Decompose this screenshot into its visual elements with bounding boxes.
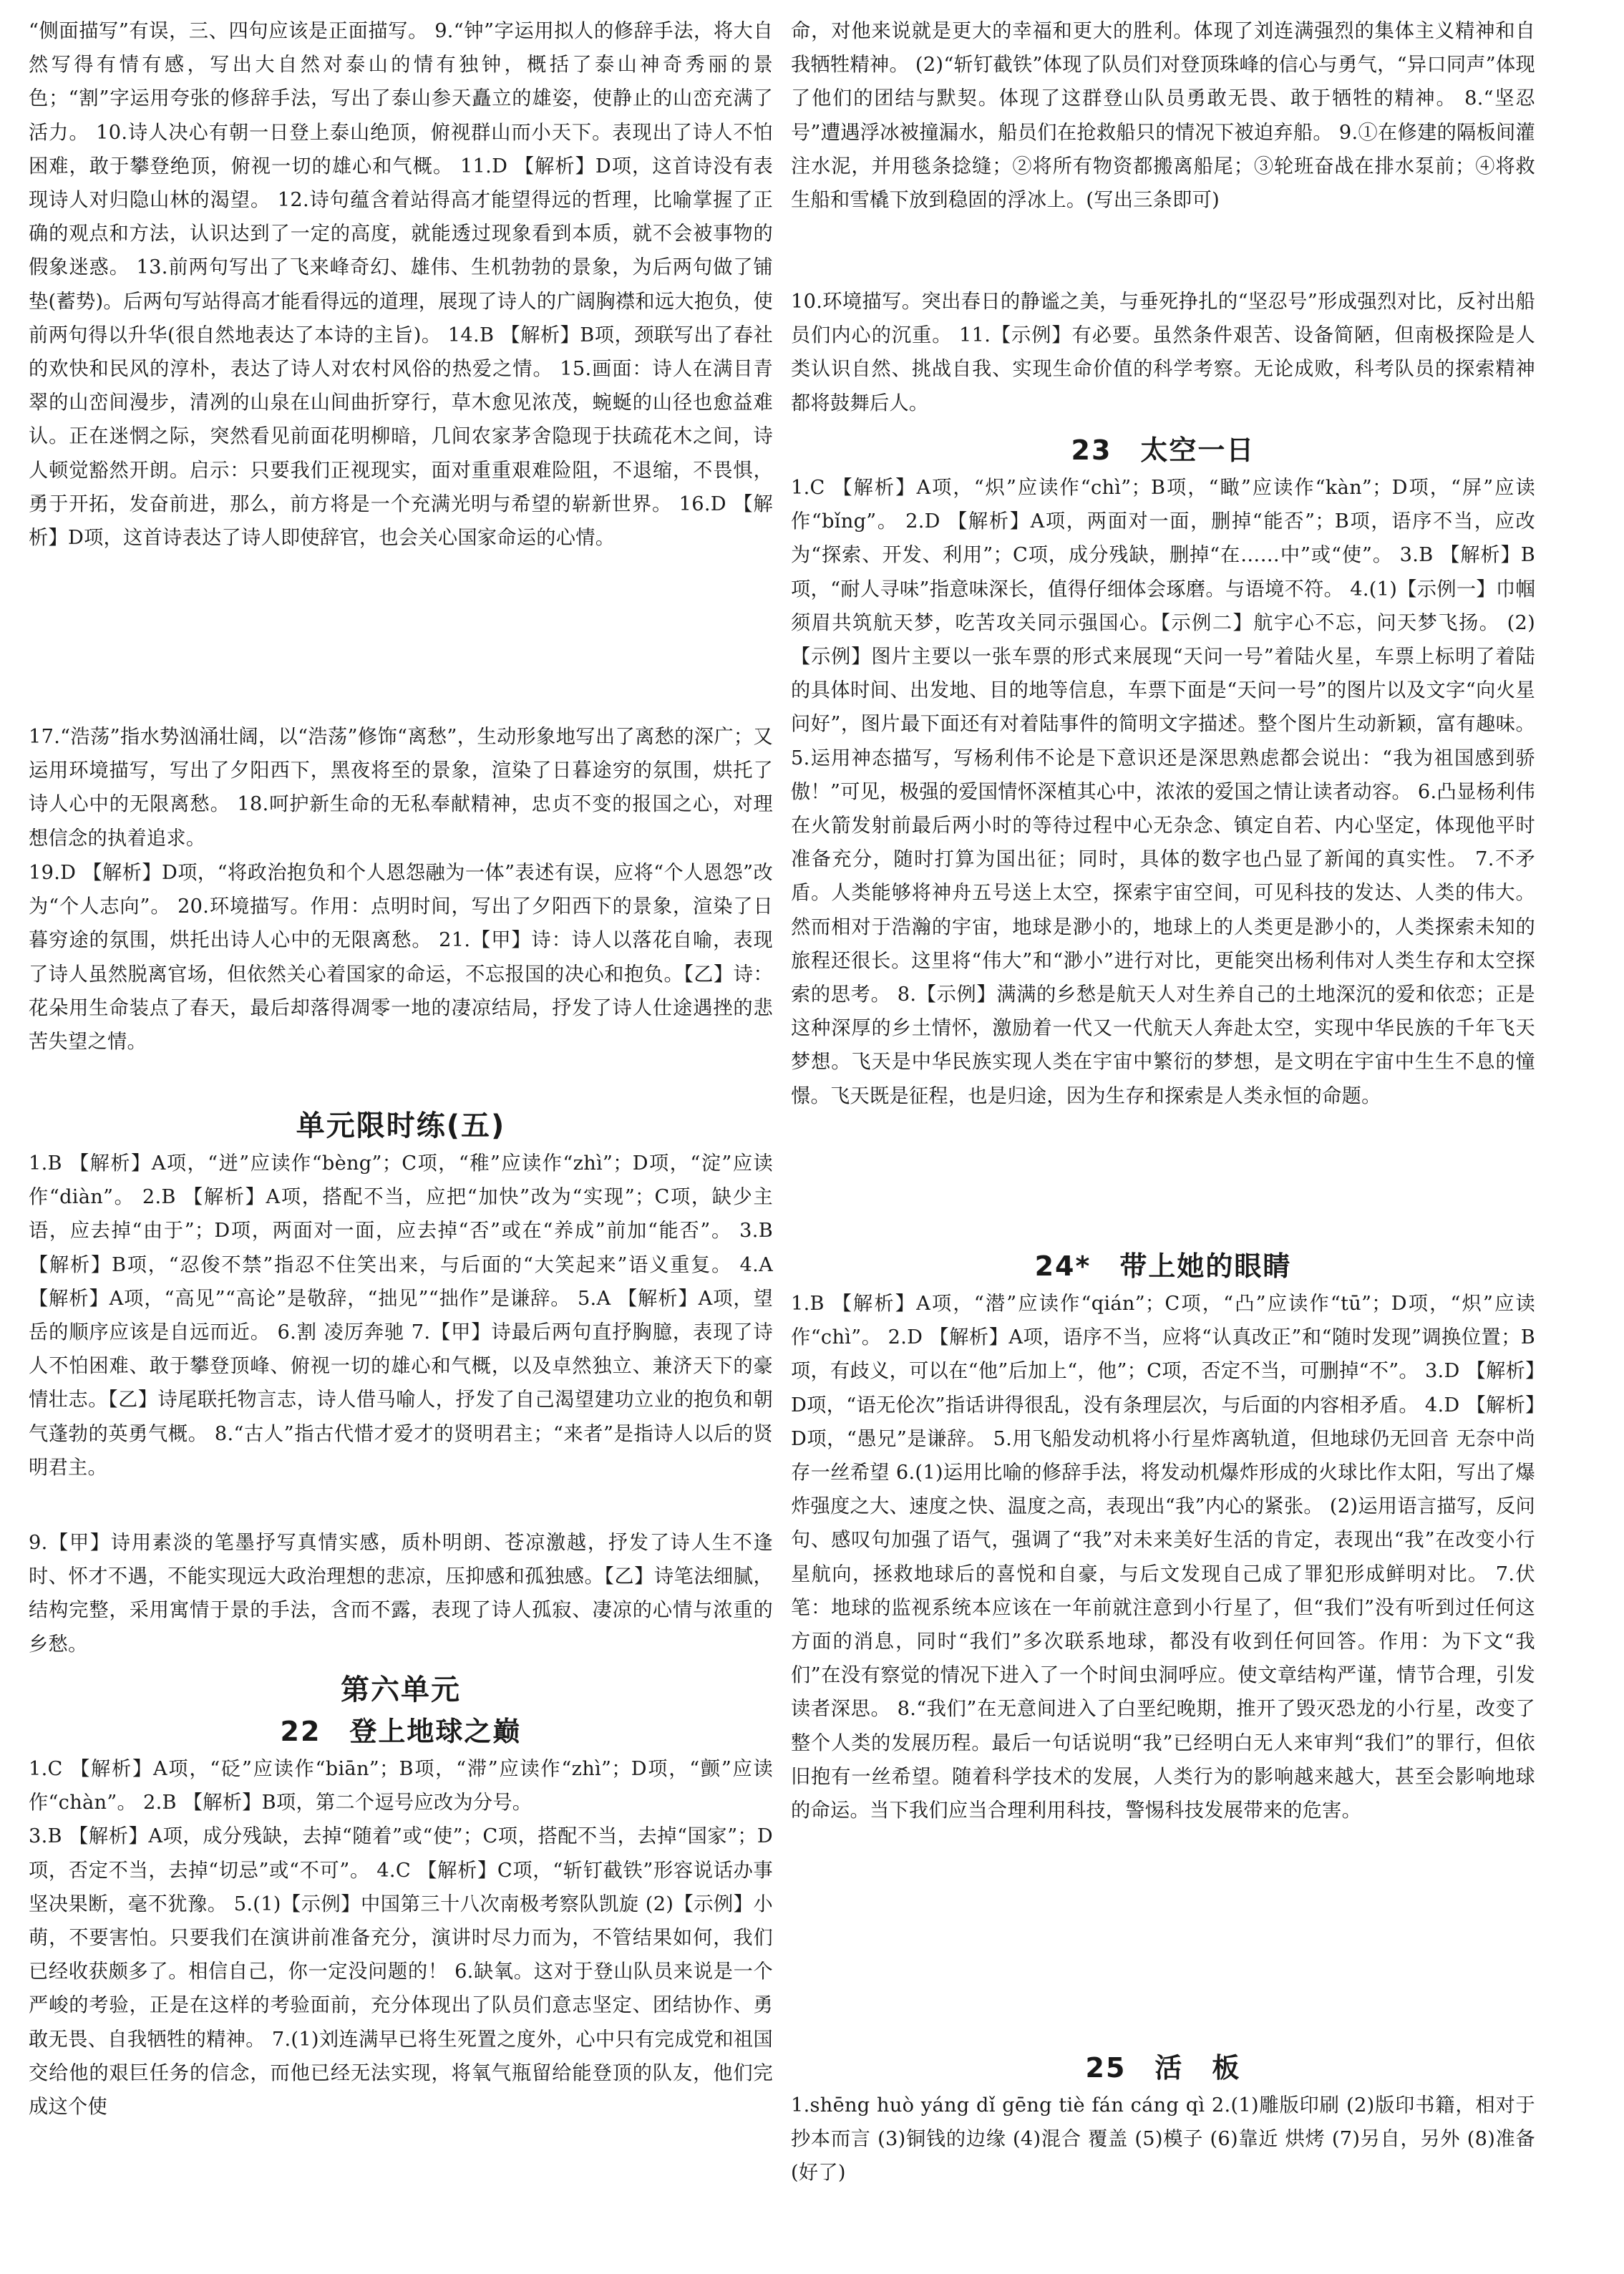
answer-paragraph: 命，对他来说就是更大的幸福和更大的胜利。体现了刘连满强烈的集体主义精神和自我牺牲精神。 (2)“斩钉截铁”体现了队员们对登顶珠峰的信心与勇气，“异口同声”体现了他们的团结与默契。体现了这群登山队员勇敢无畏、敢于牺牲的精神。 8.“坚忍号”遭遇浮冰被撞漏水，船员们在抢救船只的情况下被迫弃船。 9.①在修建的隔板间灌注水泥，并用毯条捻缝；②将所有物资都搬离船尾；③轮班奋战在排水泵前；④将救生船和雪橇下放到稳固的浮冰上。(写出三条即可) xyxy=(791,20,1535,212)
answer-paragraph: 19.D 【解析】D项，“将政治抱负和个人恩怨融为一体”表述有误，应将“个人恩怨”改为“个人志向”。 20.环境描写。作用：点明时间，写出了夕阳西下的景象，渲染了日暮穷途的氛围，烘托出诗人心中的无限离愁。 21.【甲】诗：诗人以落花自喻，表现了诗人虽然脱离官场，但依然关心着国家的命运，不忘报国的决心和抱负。【乙】诗：花朵用生命装点了春天，最后却落得凋零一地的凄凉结局，抒发了诗人仕途遇挫的悲苦失望之情。 xyxy=(29,862,773,1054)
answer-paragraph: 1.B 【解析】A项，“迸”应读作“bèng”；C项，“稚”应读作“zhì”；D项，“淀”应读作“diàn”。 2.B 【解析】A项，搭配不当，应把“加快”改为“实现”；C项，缺少主语，应去掉“由于”；D项，两面对一面，应去掉“否”或在“养成”前加“能否”。 3.B 【解析】B项，“忍俊不禁”指忍不住笑出来，与后面的“大笑起来”语义重复。 4.A 【解析】A项，“高见”“高论”是敬辞，“拙见”“拙作”是谦辞。 5.A 【解析】A项，望岳的顺序应该是自远而近。 6.割 凌厉奔驰 7.【甲】诗最后两句直抒胸臆，表现了诗人不怕困难、敢于攀登顶峰、俯视一切的雄心和气概，以及卓然独立、兼济天下的豪情壮志。【乙】诗尾联托物言志，诗人借马喻人，抒发了自己渴望建功立业的抱负和朝气蓬勃的英勇气概。 8.“古人”指古代惜才爱才的贤明君主；“来者”是指诗人以后的贤明君主。 xyxy=(29,1152,773,1479)
answer-paragraph: 17.“浩荡”指水势汹涌壮阔，以“浩荡”修饰“离愁”，生动形象地写出了离愁的深广；又运用环境描写，写出了夕阳西下，黑夜将至的景象，渲染了日暮途穷的氛围，烘托了诗人心中的无限离愁。 18.呵护新生命的无私奉献精神，忠贞不变的报国之心，对理想信念的执着追求。 xyxy=(29,726,773,850)
lesson-heading: 25 活 板 xyxy=(1085,2052,1241,2084)
section-heading: 单元限时练(五) xyxy=(296,1109,506,1142)
lesson-heading: 22 登上地球之巅 xyxy=(280,1716,522,1747)
answer-paragraph: 1.C 【解析】A项，“砭”应读作“biān”；B项，“滞”应读作“zhì”；D项，“颤”应读作“chàn”。 2.B 【解析】B项，第二个逗号应改为分号。 xyxy=(29,1758,773,1814)
lesson-heading: 23 太空一日 xyxy=(1071,434,1255,466)
lesson-heading: 24* 带上她的眼睛 xyxy=(1034,1250,1292,1282)
right-column xyxy=(791,14,1535,2190)
answer-paragraph: 1.B 【解析】A项，“潜”应读作“qián”；C项，“凸”应读作“tū”；D项，“炽”应读作“chì”。 2.D 【解析】A项，语序不当，应将“认真改正”和“随时发现”调换位置；B项，有歧义，可以在“他”后加上“，他”；C项，否定不当，可删掉“不”。 3.D 【解析】D项，“语无伦次”指话讲得很乱，没有条理层次，与后面的内容相矛盾。 4.D 【解析】D项，“愚兄”是谦辞。 5.用飞船发动机将小行星炸离轨道，但地球仍无回音 无奈中尚存一丝希望 6.(1)运用比喻的修辞手法，将发动机爆炸形成的火球比作太阳，写出了爆炸强度之大、速度之快、温度之高，表现出“我”内心的紧张。 (2)运用语言描写，反问句、感叹句加强了语气，强调了“我”对未来美好生活的肯定，表现出“我”在改变小行星航向，拯救地球后的喜悦和自豪，与后文发现自己成了罪犯形成鲜明对比。 7.伏笔：地球的监视系统本应该在一年前就注意到小行星了，但“我们”没有听到过任何这方面的消息，同时“我们”多次联系地球，都没有收到任何回答。作用：为下文“我们”在没有察觉的情况下进入了一个时间虫洞呼应。使文章结构严谨，情节合理，引发读者深思。 8.“我们”在无意间进入了白垩纪晚期，推开了毁灭恐龙的小行星，改变了整个人类的发展历程。最后一句话说明“我”已经明白无人来审判“我们”的罪行，但依旧抱有一丝希望。随着科学技术的发展，人类行为的影响越来越大，甚至会影响地球的命运。当下我们应当合理利用科技，警惕科技发展带来的危害。 xyxy=(791,1293,1535,1822)
answer-paragraph: 1.C 【解析】A项，“炽”应读作“chì”；B项，“瞰”应读作“kàn”；D项，“屏”应读作“bǐng”。 2.D 【解析】A项，两面对一面，删掉“能否”；B项，语序不当，应改为“探索、开发、利用”；C项，成分残缺，删掉“在……中”或“使”。 3.B 【解析】B项，“耐人寻味”指意味深长，值得仔细体会琢磨。与语境不符。 4.(1)【示例一】巾帼须眉共筑航天梦，吃苦攻关同示强国心。【示例二】航宇心不忘，问天梦飞扬。 (2)【示例】图片主要以一张车票的形式来展现“天问一号”着陆火星，车票上标明了着陆的具体时间、出发地、目的地等信息，车票下面是“天问一号”的图片以及文字“向火星问好”，图片最下面还有对着陆事件的简明文字描述。整个图片生动新颖，富有趣味。 5.运用神态描写，写杨利伟不论是下意识还是深思熟虑都会说出：“我为祖国感到骄傲！”可见，极强的爱国情怀深植其心中，浓浓的爱国之情让读者动容。 6.凸显杨利伟在火箭发射前最后两小时的等待过程中心无杂念、镇定自若、内心坚定，体现他平时准备充分，随时打算为国出征；同时，具体的数字也凸显了新闻的真实性。 7.不矛盾。人类能够将神舟五号送上太空，探索宇宙空间，可见科技的发达、人类的伟大。然而相对于浩瀚的宇宙，地球是渺小的，地球上的人类更是渺小的，人类探索未知的旅程还很长。这里将“伟大”和“渺小”进行对比，更能突出杨利伟对人类生存和太空探索的思考。 8.【示例】满满的乡愁是航天人对生养自己的土地深沉的爱和依恋；正是这种深厚的乡土情怀，激励着一代又一代航天人奔赴太空，实现中华民族的千年飞天梦想。飞天是中华民族实现人类在宇宙中繁衍的梦想，是文明在宇宙中生生不息的憧憬。飞天既是征程，也是归途，因为生存和探索是人类永恒的命题。 xyxy=(791,477,1535,1107)
answer-paragraph: 1.shēng huò yáng dǐ gēng tiè fán cáng qì 2.(1)雕版印刷 (2)版印书籍，相对于抄本而言 (3)铜钱的边缘 (4)混合 覆盖 (5)模子 (6)靠近 烘烤 (7)另自，另外 (8)准备(好了) xyxy=(791,2094,1535,2185)
left-column xyxy=(29,14,773,2124)
answer-paragraph: “侧面描写”有误，三、四句应该是正面描写。 9.“钟”字运用拟人的修辞手法，将大自然写得有情有感，写出大自然对泰山的情有独钟，概括了泰山神奇秀丽的景色；“割”字运用夸张的修辞手法，写出了泰山参天矗立的雄姿，使静止的山峦充满了活力。 10.诗人决心有朝一日登上泰山绝顶，俯视群山而小天下。表现出了诗人不怕困难，敢于攀登绝顶，俯视一切的雄心和气概。 11.D 【解析】D项，这首诗没有表现诗人对归隐山林的渴望。 12.诗句蕴含着站得高才能望得远的哲理，比喻掌握了正确的观点和方法，认识达到了一定的高度，就能透过现象看到本质，就不会被事物的假象迷惑。 13.前两句写出了飞来峰奇幻、雄伟、生机勃勃的景象，为后两句做了铺垫(蓄势)。后两句写站得高才能看得远的道理，展现了诗人的广阔胸襟和远大抱负，使前两句得以升华(很自然地表达了本诗的主旨)。 14.B 【解析】B项，颈联写出了春社的欢快和民风的淳朴，表达了诗人对农村风俗的热爱之情。 15.画面：诗人在满目青翠的山峦间漫步，清冽的山泉在山间曲折穿行，草木愈见浓茂，蜿蜒的山径也愈益难认。正在迷惘之际，突然看见前面花明柳暗，几间农家茅舍隐现于扶疏花木之间，诗人顿觉豁然开朗。启示：只要我们正视现实，面对重重艰难险阻，不退缩，不畏惧，勇于开拓，发奋前进，那么，前方将是一个充满光明与希望的崭新世界。 16.D 【解析】D项，这首诗表达了诗人即使辞官，也会关心国家命运的心情。 xyxy=(29,20,773,550)
answer-paragraph: 9.【甲】诗用素淡的笔墨抒写真情实感，质朴明朗、苍凉激越，抒发了诗人生不逢时、怀才不遇，不能实现远大政治理想的悲凉，压抑感和孤独感。【乙】诗笔法细腻，结构完整，采用寓情于景的手法，含而不露，表现了诗人孤寂、凄凉的心情与浓重的乡愁。 xyxy=(29,1532,773,1656)
answer-paragraph: 10.环境描写。突出春日的静谧之美，与垂死挣扎的“坚忍号”形成强烈对比，反衬出船员们内心的沉重。 11.【示例】有必要。虽然条件艰苦、设备简陋，但南极探险是人类认识自然、挑战自我、实现生命价值的科学考察。无论成败，科考队员的探索精神都将鼓舞后人。 xyxy=(791,291,1535,414)
answer-paragraph: 3.B 【解析】A项，成分残缺，去掉“随着”或“使”；C项，搭配不当，去掉“国家”；D项，否定不当，去掉“切忌”或“不可”。 4.C 【解析】C项，“斩钉截铁”形容说话办事坚决果断，毫不犹豫。 5.(1)【示例】中国第三十八次南极考察队凯旋 (2)【示例】小萌，不要害怕。只要我们在演讲前准备充分，演讲时尽力而为，不管结果如何，我们已经收获颇多了。相信自己，你一定没问题的！ 6.缺氧。这对于登山队员来说是一个严峻的考验，正是在这样的考验面前，充分体现出了队员们意志坚定、团结协作、勇敢无畏、自我牺牲的精神。 7.(1)刘连满早已将生死置之度外，心中只有完成党和祖国交给他的艰巨任务的信念，而他已经无法实现，将氧气瓶留给能登顶的队友，他们完成这个使 xyxy=(29,1825,773,2119)
unit-heading: 第六单元 xyxy=(341,1673,461,1706)
